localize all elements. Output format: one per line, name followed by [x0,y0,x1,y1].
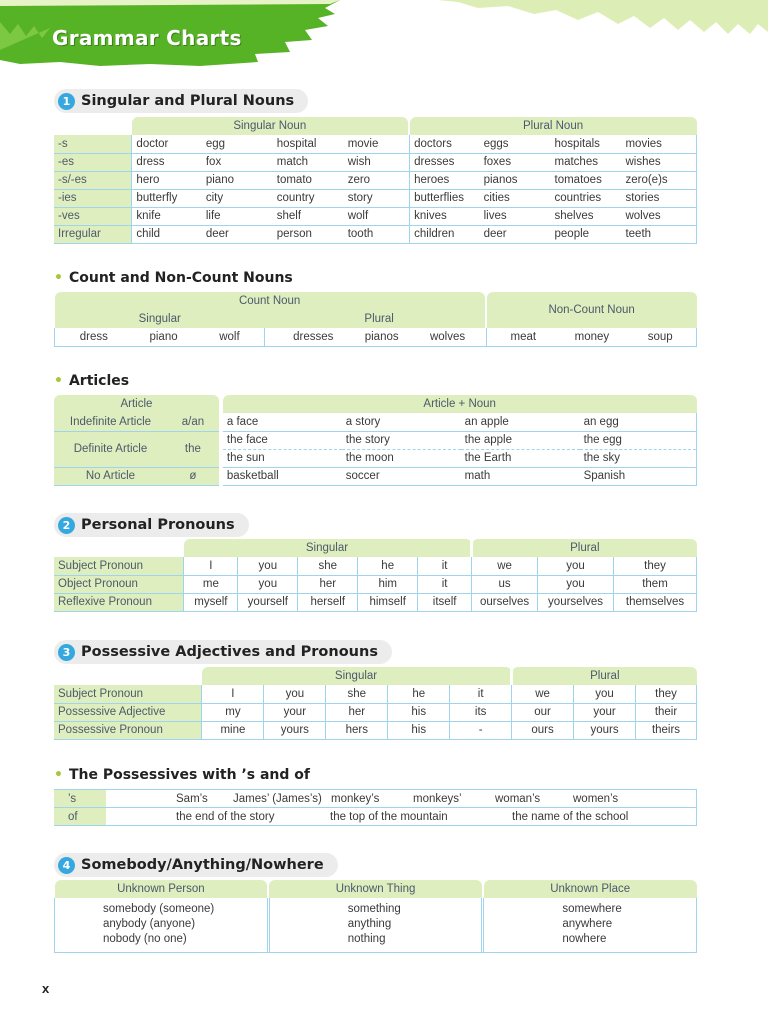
list-item: James’ (James’s) [233,792,322,805]
table-cell: their [636,703,697,721]
table-cell: knives [410,207,480,225]
table-cell: butterfly [132,189,202,207]
table-cell: they [614,557,697,575]
column-header: Unknown Thing [269,880,482,898]
list-item: pianos [364,330,399,343]
table-row [54,171,697,189]
table-row [55,328,265,346]
table-cell: it [418,575,472,593]
article-cell: a/an [167,413,219,431]
table-cell: the story [342,431,461,449]
table-row [54,685,697,703]
table-cell: hers [326,721,388,739]
table-cell: - [450,721,512,739]
table-cell: theirs [636,721,697,739]
table-cell: people [551,225,622,243]
row-label: Object Pronoun [54,575,184,593]
list-item: meat [510,330,537,343]
table-cell: matches [551,153,622,171]
list-item: woman’s [495,792,541,805]
table-cell: we [472,557,538,575]
table-cell: shelves [551,207,622,225]
table-cell: he [358,557,418,575]
list-item: somewhere [562,903,622,916]
list-item: monkeys’ [413,792,462,805]
list-item: nothing [347,933,386,946]
count-nouns-heading: • Count and Non-Count Nouns [54,270,293,286]
table-cell: yours [574,721,636,739]
table-cell: person [273,225,344,243]
table-cell: shelf [273,207,344,225]
table-cell: wishes [621,153,696,171]
article-cell: ø [167,467,219,485]
table-cell: knife [132,207,202,225]
table-cell: I [184,557,238,575]
table-cell: tomatoes [551,171,622,189]
table-cell: fox [202,153,273,171]
table-cell: doctor [132,135,202,153]
table-cell: lives [480,207,551,225]
row-label: Subject Pronoun [54,685,202,703]
table-cell: deer [480,225,551,243]
table-row [54,467,697,485]
table-cell: tooth [344,225,408,243]
column-header: Article [54,395,219,413]
table-cell: yourself [238,593,298,611]
list-item: wolves [429,330,466,343]
column-header: Singular [184,539,472,557]
list-item: the end of the story [176,810,275,823]
table-cell: dress [132,153,202,171]
table-cell: wish [344,153,408,171]
row-label: Reflexive Pronoun [54,593,184,611]
table-cell: the moon [342,449,461,467]
article-cell: the [167,431,219,467]
table-cell: you [538,557,614,575]
table-cell: doctors [410,135,480,153]
table-cell: basketball [223,467,342,485]
table-cell: you [264,685,326,703]
sub-header: Singular [55,310,265,328]
table-cell: hero [132,171,202,189]
column-header: Plural Noun [410,117,697,135]
table-row [54,575,697,593]
table-cell: she [298,557,358,575]
column-header: Unknown Place [484,880,697,898]
table-cell: teeth [621,225,696,243]
table-cell: child [132,225,202,243]
table-cell: his [388,703,450,721]
column-header: Singular Noun [132,117,408,135]
table-cell: countries [551,189,622,207]
table-cell: ours [512,721,574,739]
section-possessive-heading [54,640,392,664]
row-label: ’s [54,790,106,808]
table-cell: piano [202,171,273,189]
row-label: Definite Article [54,431,167,467]
table-cell: the face [223,431,342,449]
list-item: nowhere [562,933,607,946]
table-cell: eggs [480,135,551,153]
table-cell: tomato [273,171,344,189]
table-cell: pianos [480,171,551,189]
table-cell: butterflies [410,189,480,207]
table-cell: they [636,685,697,703]
table-cell: she [326,685,388,703]
table-cell: your [574,703,636,721]
articles-table [54,395,697,486]
row-label: -ves [54,207,132,225]
row-label: Subject Pronoun [54,557,184,575]
section-title: The Possessives with ’s and of [68,767,310,783]
table-cell: it [450,685,512,703]
row-label: -s/-es [54,171,132,189]
list-item: Sam’s [176,792,208,805]
table-cell: our [512,703,574,721]
table-cell: dresses [410,153,480,171]
row-label: Irregular [54,225,132,243]
column-header: Article + Noun [223,395,697,413]
table-cell: match [273,153,344,171]
unknown-person-list [55,898,268,952]
table-row [487,328,697,346]
section-title: Articles [68,373,130,389]
table-row [54,189,697,207]
row-label: of [54,808,106,826]
table-cell: me [184,575,238,593]
column-header: Plural [512,667,697,685]
table-cell: the sun [223,449,342,467]
table-cell: an apple [461,413,580,431]
table-cell: heroes [410,171,480,189]
table-row [54,225,697,243]
table-cell: the apple [461,431,580,449]
list-item: women’s [573,792,619,805]
row-label: -s [54,135,132,153]
table-cell: her [298,575,358,593]
table-cell: her [326,703,388,721]
table-cell: a face [223,413,342,431]
table-cell: the egg [580,431,697,449]
sub-header: Plural [273,310,484,328]
table-cell: zero(e)s [621,171,696,189]
list-item: anywhere [562,918,613,931]
nouns-table [54,117,697,244]
somebody-table [54,880,697,953]
column-header: Plural [472,539,697,557]
table-cell: we [512,685,574,703]
possessive-table [54,667,697,740]
table-row [54,790,697,808]
table-cell: myself [184,593,238,611]
table-cell: hospitals [551,135,622,153]
table-cell: him [358,575,418,593]
table-cell: egg [202,135,273,153]
table-cell: an egg [580,413,697,431]
list-item: dress [79,330,108,343]
table-row [54,153,697,171]
table-cell: story [344,189,408,207]
table-cell: wolves [621,207,696,225]
unknown-thing-list [269,898,482,952]
table-cell: the sky [580,449,697,467]
table-cell: themselves [614,593,697,611]
section-title: Count and Non-Count Nouns [68,270,293,286]
table-row [54,413,697,431]
table-cell: I [202,685,264,703]
list-item: wolf [219,330,240,343]
table-cell: foxes [480,153,551,171]
column-header: Unknown Person [55,880,268,898]
list-item: dresses [293,330,334,343]
list-item: the name of the school [512,810,629,823]
table-cell: his [388,721,450,739]
pronouns-table [54,539,697,612]
column-header: Non-Count Noun [487,292,697,328]
table-row [54,703,697,721]
table-cell: country [273,189,344,207]
section-title: Possessive Adjectives and Pronouns [81,644,378,660]
table-cell: herself [298,593,358,611]
table-cell: deer [202,225,273,243]
section-title: Personal Pronouns [81,517,235,533]
row-label: Possessive Adjective [54,703,202,721]
table-cell: zero [344,171,408,189]
table-row [54,135,697,153]
list-item: money [574,330,610,343]
table-cell: itself [418,593,472,611]
section-pronouns-heading [54,513,249,537]
possessives-s-heading: • The Possessives with ’s and of [54,767,310,783]
list-item: the top of the mountain [330,810,448,823]
list-item: anything [347,918,392,931]
table-cell: it [418,557,472,575]
table-row [54,207,697,225]
section-title: Singular and Plural Nouns [81,93,295,109]
column-header: Singular [202,667,512,685]
table-row [54,593,697,611]
row-label: No Article [54,467,167,485]
column-header: Count Noun [55,292,485,310]
table-row [54,431,697,449]
section-number-badge: 3 [58,644,75,661]
page-title: Grammar Charts [52,26,242,50]
table-cell: the Earth [461,449,580,467]
table-cell: math [461,467,580,485]
table-cell: movie [344,135,408,153]
table-cell: a story [342,413,461,431]
table-cell: them [614,575,697,593]
list-item: nobody (no one) [103,933,187,946]
table-row [54,808,697,826]
table-cell: you [238,575,298,593]
table-cell: children [410,225,480,243]
section-number-badge: 4 [58,857,75,874]
row-label: -ies [54,189,132,207]
table-cell: yours [264,721,326,739]
table-cell: stories [621,189,696,207]
table-cell: soccer [342,467,461,485]
section-number-badge: 2 [58,517,75,534]
table-cell: us [472,575,538,593]
table-cell: its [450,703,512,721]
section-somebody-heading [54,853,338,877]
table-cell: wolf [344,207,408,225]
section-number-badge: 1 [58,93,75,110]
table-cell: ourselves [472,593,538,611]
table-row [54,557,697,575]
table-cell: mine [202,721,264,739]
page-number: x [42,981,50,996]
articles-heading: • Articles [54,373,130,389]
count-nouns-table [54,292,697,347]
table-cell: city [202,189,273,207]
table-row [54,721,697,739]
table-cell: you [238,557,298,575]
table-cell: he [388,685,450,703]
row-label: -es [54,153,132,171]
row-label: Possessive Pronoun [54,721,202,739]
section-title: Somebody/Anything/Nowhere [81,857,324,873]
possessives-s-table [54,789,697,826]
table-cell: yourselves [538,593,614,611]
table-cell: you [574,685,636,703]
table-cell: cities [480,189,551,207]
list-item: monkey’s [331,792,380,805]
list-item: something [347,903,401,916]
table-cell: you [538,575,614,593]
list-item: anybody (anyone) [103,918,196,931]
table-row [273,328,484,346]
table-cell: your [264,703,326,721]
table-cell: movies [621,135,696,153]
list-item: piano [149,330,178,343]
table-cell: hospital [273,135,344,153]
grass-banner-right [438,0,768,40]
list-item: soup [647,330,673,343]
table-cell: life [202,207,273,225]
unknown-place-list [484,898,697,952]
section-nouns-heading [54,89,308,113]
table-cell: my [202,703,264,721]
table-cell: Spanish [580,467,697,485]
list-item: somebody (someone) [103,903,215,916]
row-label: Indefinite Article [54,413,167,431]
table-cell: himself [358,593,418,611]
